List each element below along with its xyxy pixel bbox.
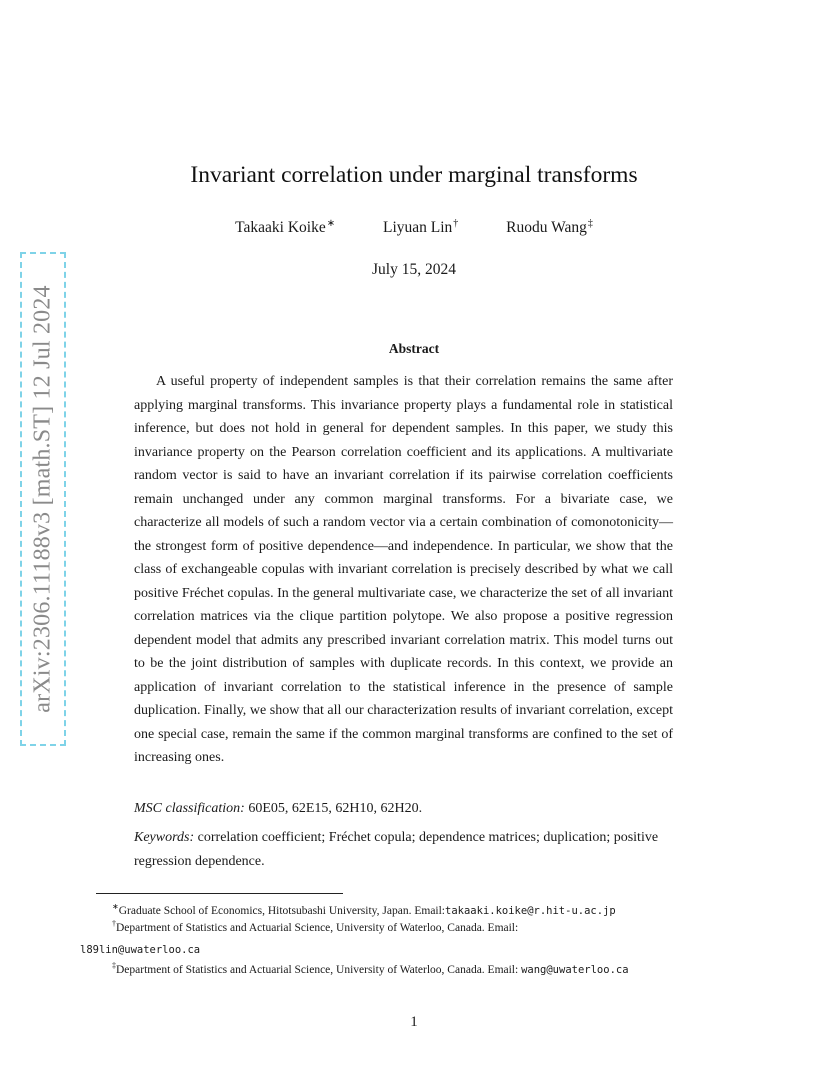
author-mark: ‡ <box>587 218 593 229</box>
author-name: Takaaki Koike <box>235 219 326 237</box>
author-mark: ∗ <box>326 218 336 229</box>
arxiv-stamp <box>20 252 66 746</box>
author <box>383 218 458 237</box>
footnote-mark: † <box>112 919 116 928</box>
footnote-email[interactable]: l89lin@uwaterloo.ca <box>80 943 201 956</box>
footnote-text: Department of Statistics and Actuarial Science, University of Waterloo, Canada. Email: <box>116 963 519 976</box>
paper-title: Invariant correlation under marginal transforms <box>190 162 638 188</box>
author <box>506 218 593 237</box>
msc-classification <box>134 801 694 817</box>
abstract-text: A useful property of independent samples is that their correlation remains the same after applying marginal transforms. This invariance property plays a fundamental role in statistical inference, but does not hold in general for dependent samples. In this paper, we study this invariance property on the Pearson correlation coefficient and its applications. A multivariate random vector is said to have an invariant correlation if its pairwise correlation coefficients remain unchanged under any common marginal transforms. For a bivariate case, we characterize all models of such a random vector via a certain combination of comonotonicity—the strongest form of positive dependence—and independence. In particular, we show that the class of exchangeable copulas with invariant correlation is precisely described by what we call positive Fréchet copulas. In the general multivariate case, we characterize the set of all invariant correlation matrices via the clique partition polytope. We also propose a positive regression dependent model that admits any prescribed invariant correlation matrix. This model turns out to be the joint distribution of samples with duplicate records. In this context, we provide an application of invariant correlation to the statistical inference in the presence of sample duplication. Finally, we show that all our characterization results of invariant correlation, except one special case, remain the same if the common marginal transforms are confined to the set of increasing ones. <box>134 374 673 765</box>
arxiv-stamp-text: arXiv:2306.11188v3 [math.ST] 12 Jul 2024 <box>29 285 56 713</box>
paper-date: July 15, 2024 <box>372 261 456 278</box>
footnote-mark: ∗ <box>112 902 119 911</box>
author-name: Ruodu Wang <box>506 219 587 237</box>
footnote-text: Department of Statistics and Actuarial Science, University of Waterloo, Canada. Email: <box>116 921 519 934</box>
footnote-email[interactable]: wang@uwaterloo.ca <box>521 963 629 976</box>
footnote-mark: ‡ <box>112 961 116 970</box>
footnote-divider <box>96 893 343 894</box>
author-mark: † <box>453 218 459 229</box>
keywords-value: correlation coefficient; Fréchet copula; dependence matrices; duplication; positive regression dependence. <box>134 830 659 869</box>
footnote-wang <box>96 955 710 981</box>
footnote-text: Graduate School of Economics, Hitotsubashi University, Japan. Email: <box>118 904 446 917</box>
author-name: Liyuan Lin <box>382 219 453 237</box>
footnote-email[interactable]: takaaki.koike@r.hit-u.ac.jp <box>445 904 616 917</box>
msc-label: MSC classification: <box>134 801 245 816</box>
msc-value: 60E05, 62E15, 62H10, 62H20. <box>248 801 423 816</box>
author-list <box>0 218 828 237</box>
keywords <box>134 826 673 873</box>
footnote-lin <box>80 913 710 961</box>
author <box>235 218 335 237</box>
page-number: 1 <box>410 1014 418 1030</box>
keywords-label: Keywords: <box>134 830 195 845</box>
abstract-heading: Abstract <box>388 341 440 356</box>
